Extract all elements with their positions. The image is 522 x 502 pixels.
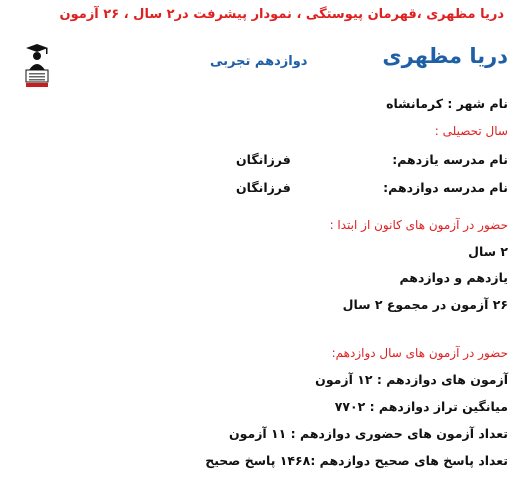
student-grade: دوازدهم تجربی <box>210 54 308 69</box>
in-person-exams-12: تعداد آزمون های حضوری دوازدهم : ۱۱ آزمون <box>228 426 508 441</box>
school-11-label: نام مدرسه یازدهم: <box>392 152 508 167</box>
exams-12-count: آزمون های دوازدهم : ۱۲ آزمون <box>315 372 508 387</box>
presence-12-heading: حضور در آزمون های سال دوازدهم: <box>331 346 508 360</box>
kanoon-logo <box>23 42 51 88</box>
city-line: نام شهر : کرمانشاه <box>386 96 508 111</box>
school-12-value: فرزانگان <box>236 180 291 195</box>
correct-answers-12: تعداد پاسخ های صحیح دوازدهم :۱۴۶۸ پاسخ صحیح <box>205 453 508 468</box>
avg-score-12: میانگین تراز دوازدهم : ۷۷۰۲ <box>334 399 508 414</box>
student-name: دریا مظهری <box>382 44 508 68</box>
school-11-value: فرزانگان <box>236 152 291 167</box>
page-headline: دریا مظهری ،قهرمان پیوستگی ، نمودار پیشرفت در۲ سال ، ۲۶ آزمون <box>59 7 504 22</box>
presence-total-heading: حضور در آزمون های کانون از ابتدا : <box>329 218 508 232</box>
presence-years: ۲ سال <box>468 244 508 259</box>
presence-total-count: ۲۶ آزمون در مجموع ۲ سال <box>342 297 508 312</box>
presence-grades: یازدهم و دوازدهم <box>399 270 508 285</box>
school-12-label: نام مدرسه دوازدهم: <box>383 180 508 195</box>
academic-year-heading: سال تحصیلی : <box>434 124 508 138</box>
